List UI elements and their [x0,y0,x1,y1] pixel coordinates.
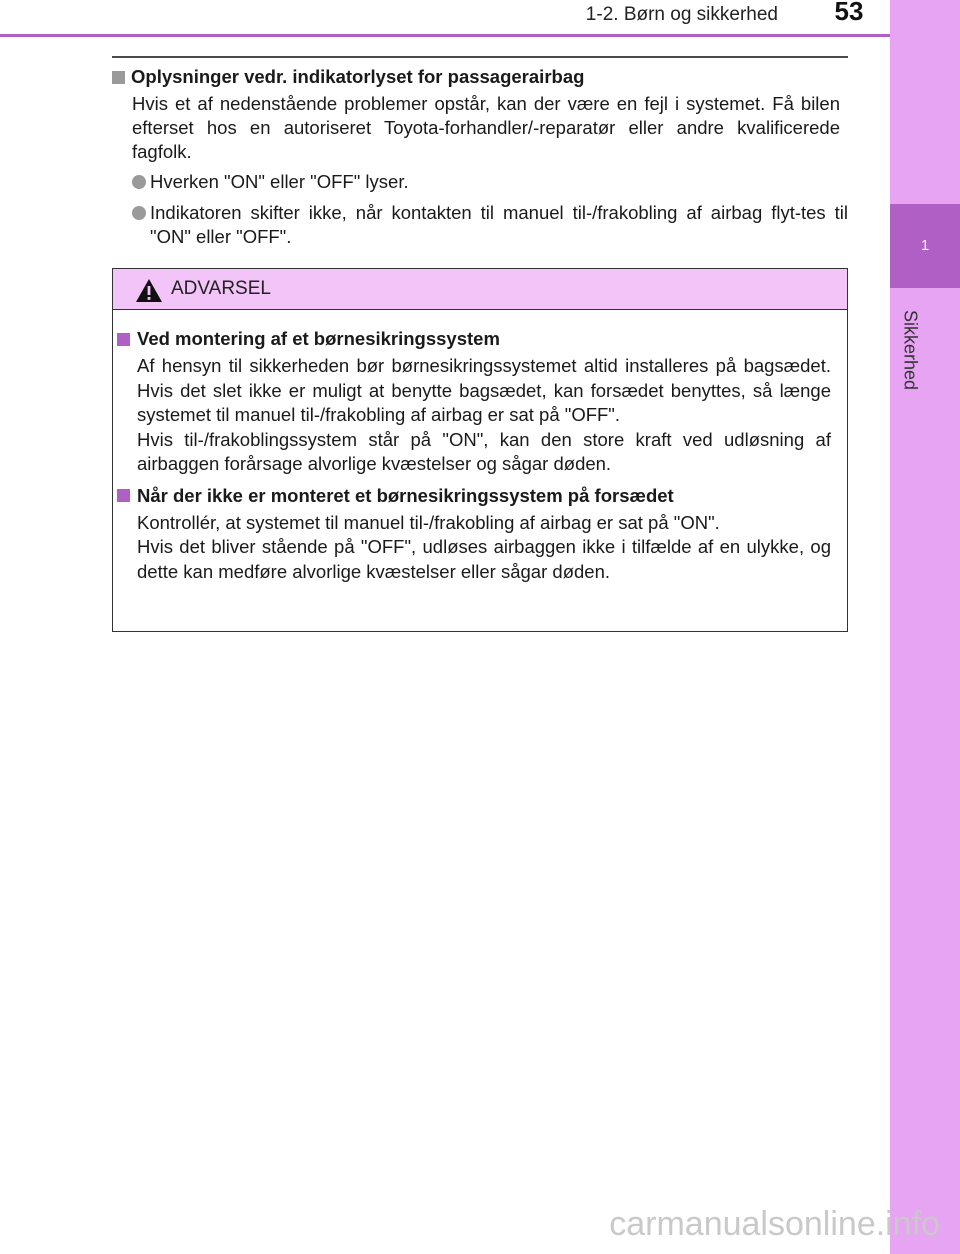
content-top-rule [112,56,848,58]
square-bullet-icon [117,489,130,502]
header-rule [0,34,890,37]
watermark: carmanualsonline.info [609,1205,940,1243]
warning-item-heading-text: Når der ikke er monteret et børnesikringssystem på forsædet [137,484,674,506]
round-bullet-icon [132,206,146,220]
warning-line: Hvis til-/frakoblingssystem står på "ON", kan den store kraft ved udløsning af airbaggen forårsage alvorlige kvæstelser og sågar døden. [137,428,831,474]
page-number: 53 [834,0,864,26]
list-item-text: Indikatoren skifter ikke, når kontakten til manuel til-/frakobling af airbag flyt-tes til "ON" eller "OFF". [150,202,848,247]
section-heading [112,64,848,90]
warning-box [112,268,848,632]
chapter-tab: 1 [890,204,960,288]
list-item [132,201,848,249]
list-item [132,170,848,194]
section-heading-text: Oplysninger vedr. indikatorlyset for passagerairbag [131,66,585,87]
round-bullet-icon [132,175,146,189]
warning-line: Af hensyn til sikkerheden bør børnesikringssystemet altid installeres på bagsædet. Hvis det slet ikke er muligt at benytte bagsædet, kan forsædet benyttes, så længe systemet til manuel til-/frakobling af airbag er sat på "OFF". [137,355,831,425]
warning-title: ADVARSEL [171,278,271,299]
section-title: 1-2. Børn og sikkerhed [585,4,778,25]
square-bullet-icon [112,71,125,84]
warning-line: Kontrollér, at systemet til manuel til-/frakobling af airbag er sat på "ON". [137,511,720,533]
warning-header [113,269,847,310]
warning-item-text [137,511,831,585]
square-bullet-icon [117,333,130,346]
warning-body [113,310,847,584]
warning-item-heading [117,483,831,509]
warning-line: Hvis det bliver stående på "OFF", udløses airbaggen ikke i tilfælde af en ulykke, og dette kan medføre alvorlige kvæstelser eller sågar døden. [137,536,831,582]
warning-triangle-icon [135,278,163,303]
bullet-list [132,170,848,249]
warning-item-heading [117,326,831,352]
page-header [0,0,890,38]
list-item-text: Hverken "ON" eller "OFF" lyser. [150,171,409,192]
side-strip [890,0,960,1254]
warning-item-text [137,354,831,477]
section-paragraph: Hvis et af nedenstående problemer opstår, kan der være en fejl i systemet. Få bilen efterset hos en autoriseret Toyota-forhandler/-reparatør eller andre kvalificerede fagfolk. [132,93,840,162]
chapter-label: Sikkerhed [900,309,921,391]
warning-item-heading-text: Ved montering af et børnesikringssystem [137,328,500,349]
content [112,64,848,256]
